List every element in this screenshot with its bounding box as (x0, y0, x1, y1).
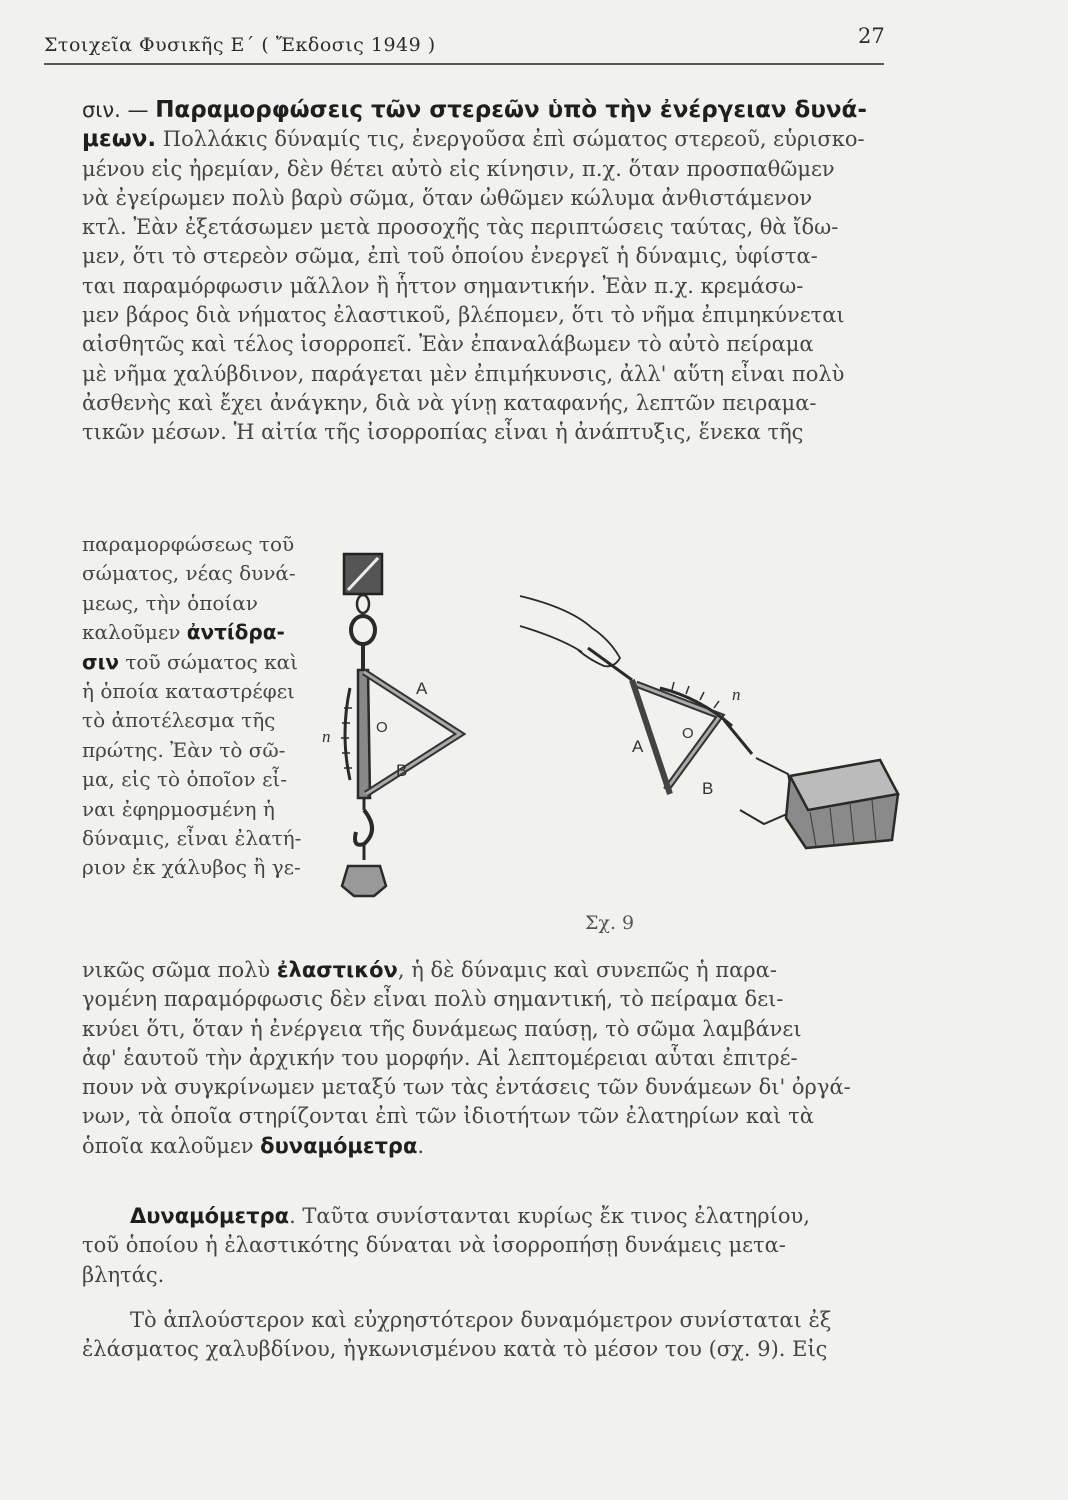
text-fragment: . (417, 1133, 425, 1158)
text-line: πρώτης. Ἐὰν τὸ σῶ- (82, 737, 286, 762)
term-elastikon: ἐλαστικόν (276, 958, 398, 982)
scale-arc (345, 688, 350, 780)
hanging-ring (351, 616, 375, 644)
text-line: τοῦ ὁποίου ἡ ἐλαστικότης δύναται νὰ ἰσορροπήσῃ δυνάμεις μετα- (82, 1233, 786, 1258)
text-line: ἐλάσματος χαλυβδίνου, ἠγκωνισμένου κατὰ τὸ μέσον του (σχ. 9). Εἰς (82, 1337, 828, 1362)
left-label-A: A (416, 679, 428, 698)
text-line: ἀσθενὴς καὶ ἔχει ἀνάγκην, διὰ νὰ γίνῃ καταφανής, λεπτῶν πειραμα- (82, 390, 817, 415)
text-line: μεν, ὅτι τὸ στερεὸν σῶμα, ἐπὶ τοῦ ὁποίου ἐνεργεῖ ἡ δύναμις, ὑφίστα- (82, 244, 818, 269)
text-line (82, 618, 332, 647)
text-line: μένου εἰς ἠρεμίαν, δὲν θέτει αὐτὸ εἰς κίνησιν, π.χ. ὅταν προσπαθῶμεν (82, 156, 835, 181)
right-label-O: O (682, 725, 694, 742)
section-title: Παραμορφώσεις τῶν στερεῶν ὑπὸ τὴν ἐνέργειαν δυνά- (155, 97, 867, 123)
dynamometers-paragraph (82, 1202, 912, 1290)
text-line: μεως, τὴν ὁποίαν (82, 590, 258, 615)
right-label-n: n (732, 685, 741, 704)
text-line: πουν νὰ συγκρίνωμεν μεταξύ των τὰς ἐντάσεις τῶν δυνάμεων δι' ὀργά- (82, 1075, 851, 1100)
section-number: σιν. — (82, 98, 149, 122)
text-fragment: τοῦ σώματος καὶ (119, 649, 298, 674)
text-line: νων, τὰ ὁποῖα στηρίζονται ἐπὶ τῶν ἰδιοτήτων τῶν ἐλατηρίων καὶ τὰ (82, 1104, 814, 1129)
text-line: Τὸ ἁπλούστερον καὶ εὐχρηστότερον δυναμόμετρον συνίσταται ἐξ (130, 1308, 832, 1332)
text-line (82, 648, 332, 677)
text-line: νὰ ἐγείρωμεν πολὺ βαρὺ σῶμα, ὅταν ὠθῶμεν κώλυμα ἀνθιστάμενον (82, 185, 813, 210)
left-label-n: n (322, 727, 331, 746)
text-line: γομένη παραμόρφωσις δὲν εἶναι πολὺ σημαντική, τὸ πείραμα δει- (82, 987, 784, 1012)
text-line: μεν βάρος διὰ νήματος ἐλαστικοῦ, βλέπομεν, ὅτι τὸ νῆμα ἐπιμηκύνεται (82, 303, 845, 328)
text-line: παραμορφώσεως τοῦ (82, 532, 295, 556)
pulling-hand-lower (520, 626, 582, 652)
text-line: μα, εἰς τὸ ὁποῖον εἶ- (82, 767, 288, 792)
chain-link (357, 595, 369, 613)
section-title-end: μεων. (82, 126, 157, 153)
text-line: ται παραμόρφωσιν μᾶλλον ἢ ἧττον σημαντικήν. Ἐὰν π.χ. κρεμάσω- (82, 273, 804, 298)
text-line (82, 1132, 912, 1161)
text-fragment: Πολλάκις δύναμίς τις, ἐνεργοῦσα ἐπὶ σώματος στερεοῦ, εὑρισκο- (156, 127, 865, 152)
pull-cord (588, 648, 632, 680)
text-line (82, 1202, 912, 1231)
text-line: ριον ἐκ χάλυβος ἢ γε- (82, 855, 301, 880)
left-label-O: O (376, 719, 388, 736)
dynamometers-heading: Δυναμόμετρα (130, 1204, 290, 1228)
term-antidrasis-end: σιν (82, 649, 119, 674)
spring-arm-vertical (358, 670, 370, 798)
text-line: ἡ ὁποία καταστρέφει (82, 679, 295, 704)
running-title: Στοιχεῖα Φυσικῆς Ε΄ ( Ἔκδοσις 1949 ) (44, 34, 436, 56)
continuation-text (82, 956, 912, 1161)
text-fragment: . Ταῦτα συνίστανται κυρίως ἔκ τινος ἐλατηρίου, (289, 1204, 810, 1228)
text-line: κτλ. Ἐὰν ἐξετάσωμεν μετὰ προσοχῆς τὰς περιπτώσεις ταύτας, θὰ ἴδω- (82, 215, 839, 240)
left-column-text (82, 530, 332, 883)
text-line: τικῶν μέσων. Ἡ αἰτία τῆς ἰσορροπίας εἶναι ἡ ἀνάπτυξις, ἕνεκα τῆς (82, 420, 804, 445)
drag-chain (724, 720, 752, 754)
term-dynamometra: δυναμόμετρα (260, 1133, 418, 1158)
text-line: κνύει ὅτι, ὅταν ἡ ἐνέργεια τῆς δυνάμεως παύσῃ, τὸ σῶμα λαμβάνει (82, 1016, 802, 1041)
text-fragment: νικῶς σῶμα πολὺ (82, 958, 277, 982)
lower-hook (355, 810, 372, 845)
hanging-weight (342, 866, 386, 896)
text-line: αἰσθητῶς καὶ τέλος ἰσορροπεῖ. Ἐὰν ἐπαναλάβωμεν τὸ αὐτὸ πείραμα (82, 332, 814, 357)
text-line: σώματος, νέας δυνά- (82, 561, 296, 586)
text-line: ναι ἐφηρμοσμένη ἡ (82, 796, 275, 821)
section-heading-line (82, 96, 912, 125)
right-label-A: A (632, 737, 644, 756)
simplest-dynamometer-paragraph (82, 1306, 912, 1365)
figure-caption: Σχ. 9 (585, 912, 635, 934)
text-fragment: , ἡ δὲ δύναμις καὶ συνεπῶς ἡ παρα- (397, 958, 777, 982)
text-fragment: καλοῦμεν (82, 620, 181, 645)
text-line (82, 956, 912, 985)
section-intro (82, 96, 912, 448)
right-dynamometer (520, 596, 898, 848)
text-line (82, 125, 912, 154)
text-line: δύναμις, εἶναι ἐλατή- (82, 826, 302, 851)
right-label-B: B (702, 779, 714, 798)
text-line: βλητάς. (82, 1262, 165, 1287)
dynamometer-figure (320, 548, 920, 938)
text-line: τὸ ἀποτέλεσμα τῆς (82, 708, 276, 733)
text-fragment: ὁποῖα καλοῦμεν (82, 1133, 261, 1158)
term-antidrasis: ἀντίδρα- (186, 620, 285, 645)
left-dynamometer (341, 554, 460, 896)
text-line: μὲ νῆμα χαλύβδινον, παράγεται μὲν ἐπιμήκυνσις, ἀλλ' αὕτη εἶναι πολὺ (82, 361, 845, 386)
text-line: ἀφ' ἑαυτοῦ τὴν ἀρχικήν του μορφήν. Αἱ λεπτομέρειαι αὗται ἐπιτρέ- (82, 1045, 798, 1070)
header-rule (44, 63, 884, 65)
left-label-B: B (396, 761, 408, 780)
page-number: 27 (858, 24, 885, 48)
